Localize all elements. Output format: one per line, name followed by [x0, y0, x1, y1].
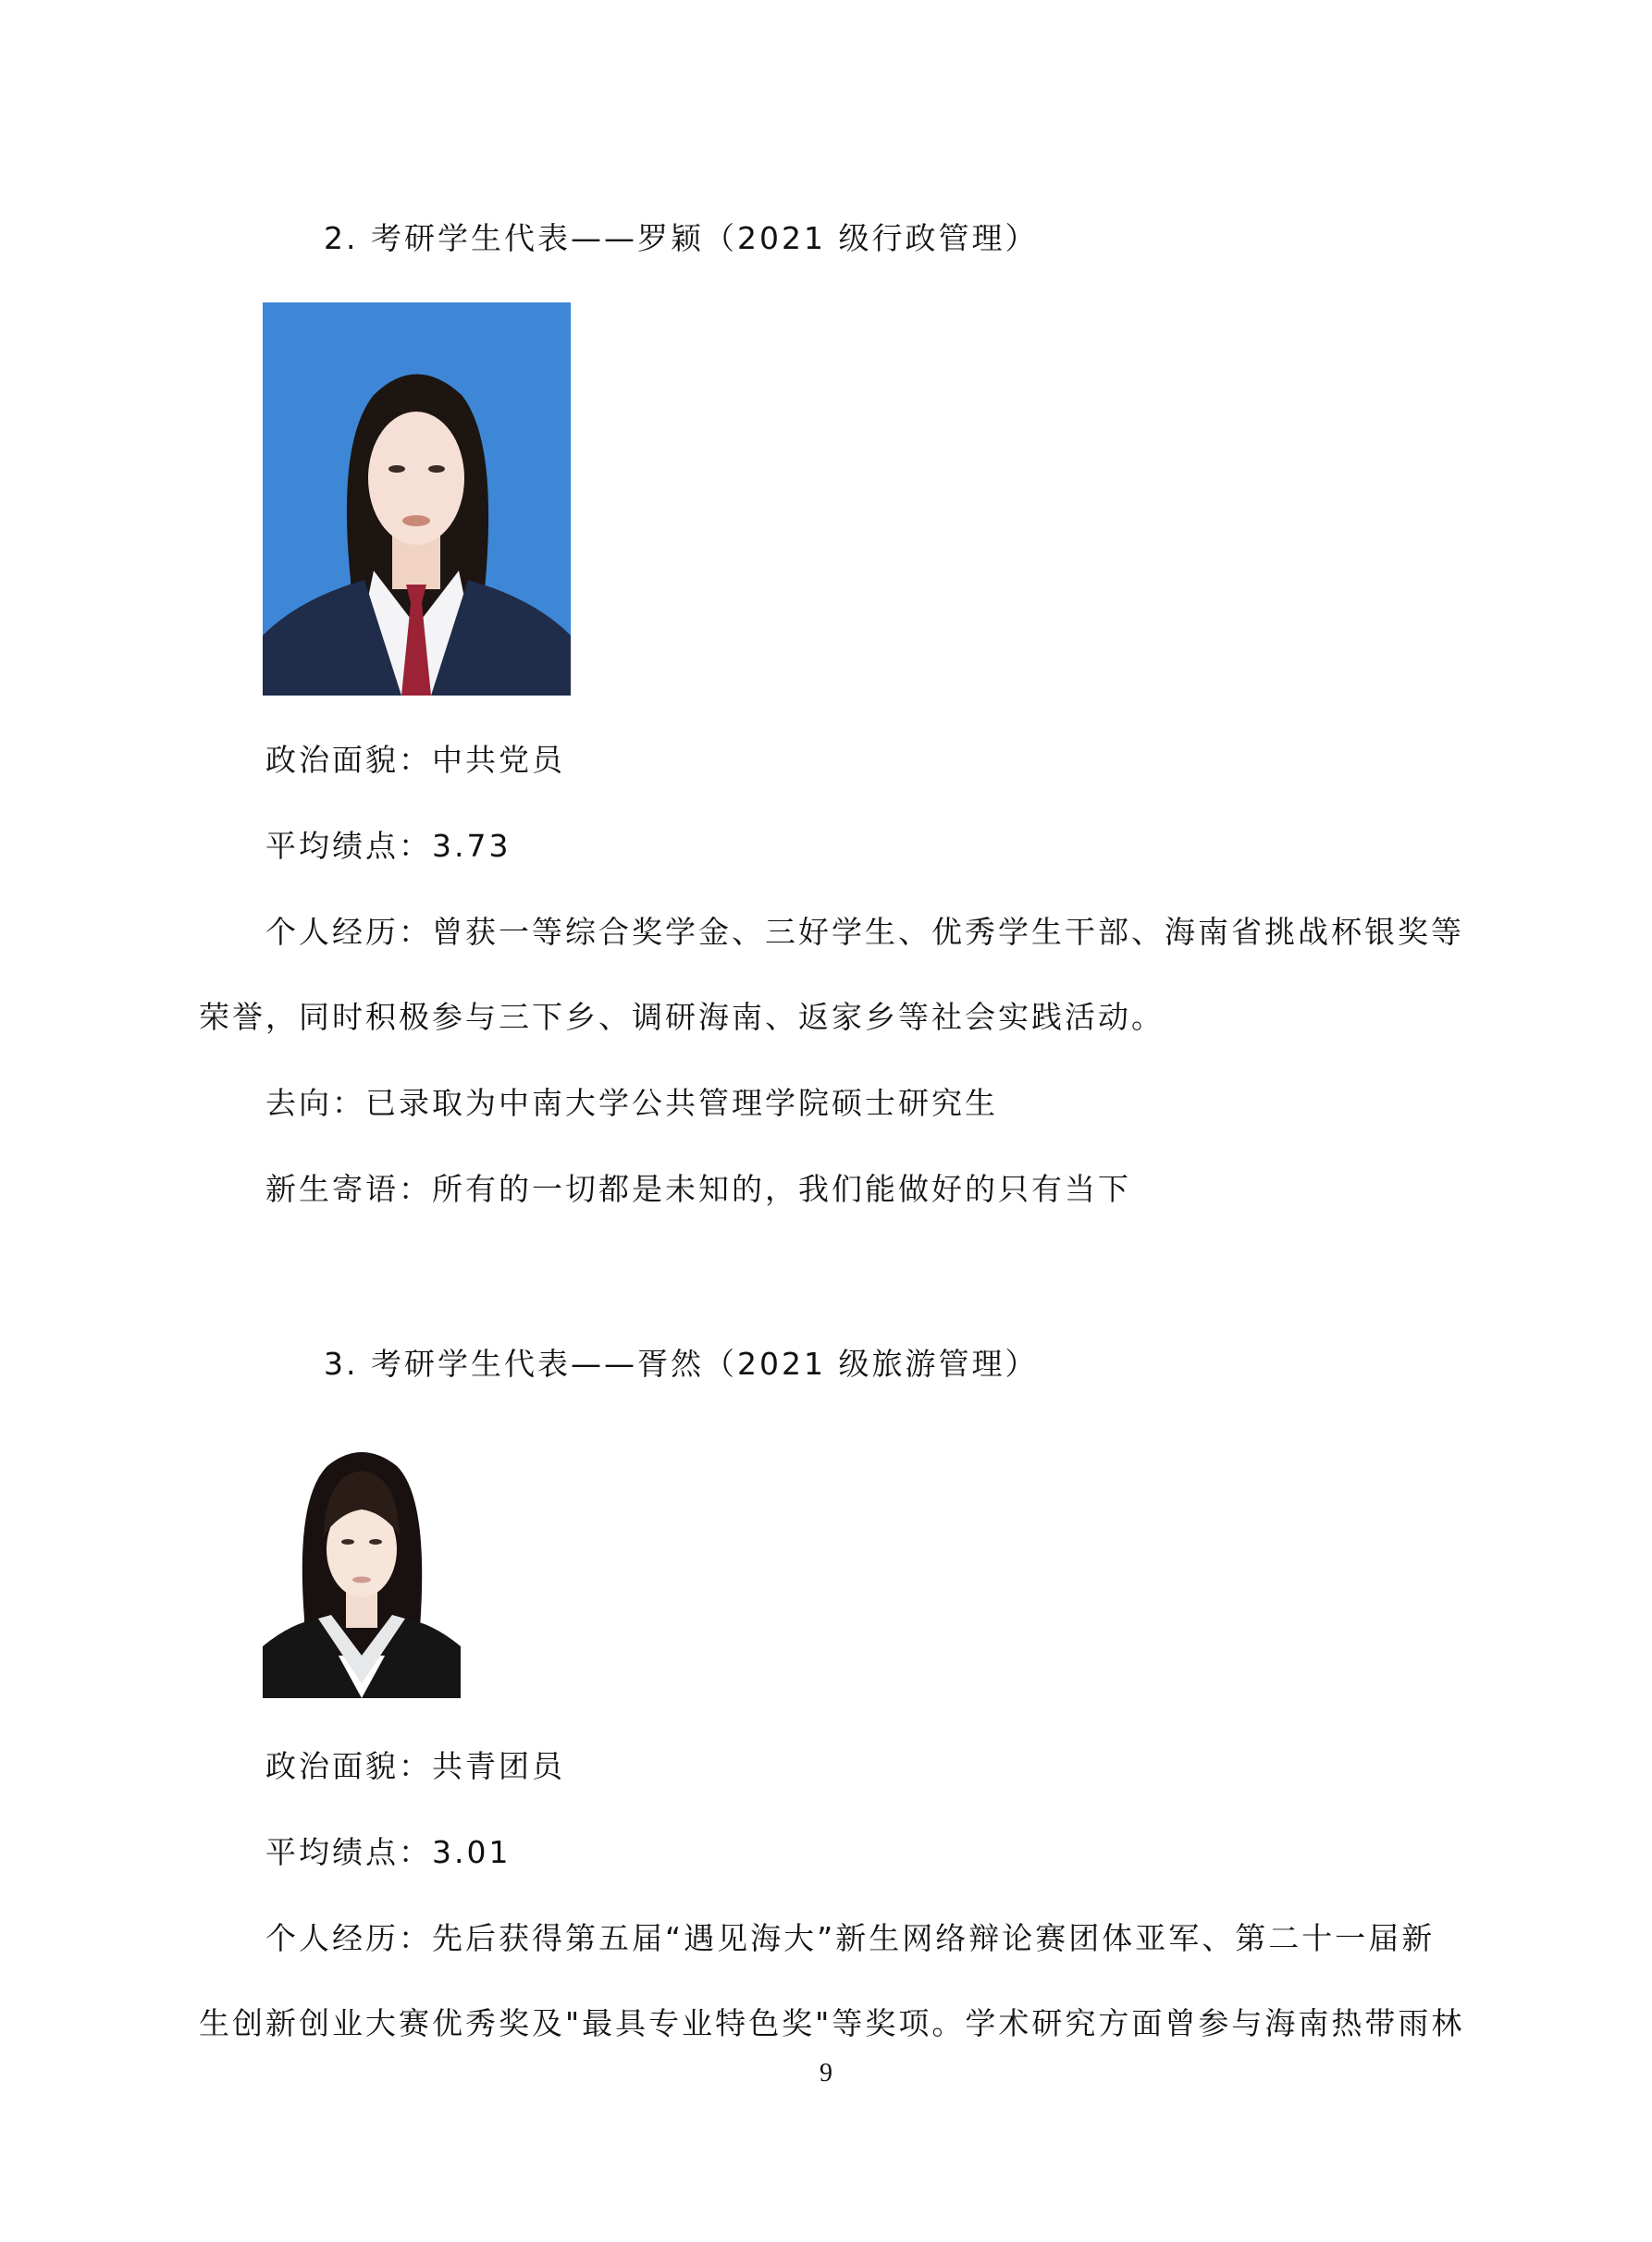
destination: 去向：已录取为中南大学公共管理学院硕士研究生 — [265, 1085, 998, 1121]
experience-line-1: 个人经历：曾获一等综合奖学金、三好学生、优秀学生干部、海南省挑战杯银奖等 — [265, 914, 1464, 950]
experience-line-2: 生创新创业大赛优秀奖及"最具专业特色奖"等奖项。学术研究方面曾参与海南热带雨林 — [199, 2005, 1465, 2041]
portrait-image — [263, 1434, 461, 1698]
gpa: 平均绩点：3.01 — [265, 1834, 512, 1870]
portrait-photo-luo-ying — [263, 302, 571, 696]
section-heading-luo-ying: 2. 考研学生代表——罗颖（2021 级行政管理） — [324, 220, 1039, 256]
freshman-message: 新生寄语：所有的一切都是未知的，我们能做好的只有当下 — [265, 1171, 1131, 1207]
section-heading-xu-ran: 3. 考研学生代表——胥然（2021 级旅游管理） — [324, 1346, 1039, 1382]
gpa: 平均绩点：3.73 — [265, 828, 512, 864]
experience-line-1: 个人经历：先后获得第五届“遇见海大”新生网络辩论赛团体亚军、第二十一届新 — [265, 1920, 1436, 1956]
political-status: 政治面貌：共青团员 — [265, 1748, 565, 1784]
portrait-photo-xu-ran — [263, 1434, 461, 1698]
political-status: 政治面貌：中共党员 — [265, 742, 565, 778]
portrait-image — [263, 302, 571, 696]
experience-line-2: 荣誉，同时积极参与三下乡、调研海南、返家乡等社会实践活动。 — [199, 999, 1165, 1035]
page-number: 9 — [820, 2059, 832, 2088]
